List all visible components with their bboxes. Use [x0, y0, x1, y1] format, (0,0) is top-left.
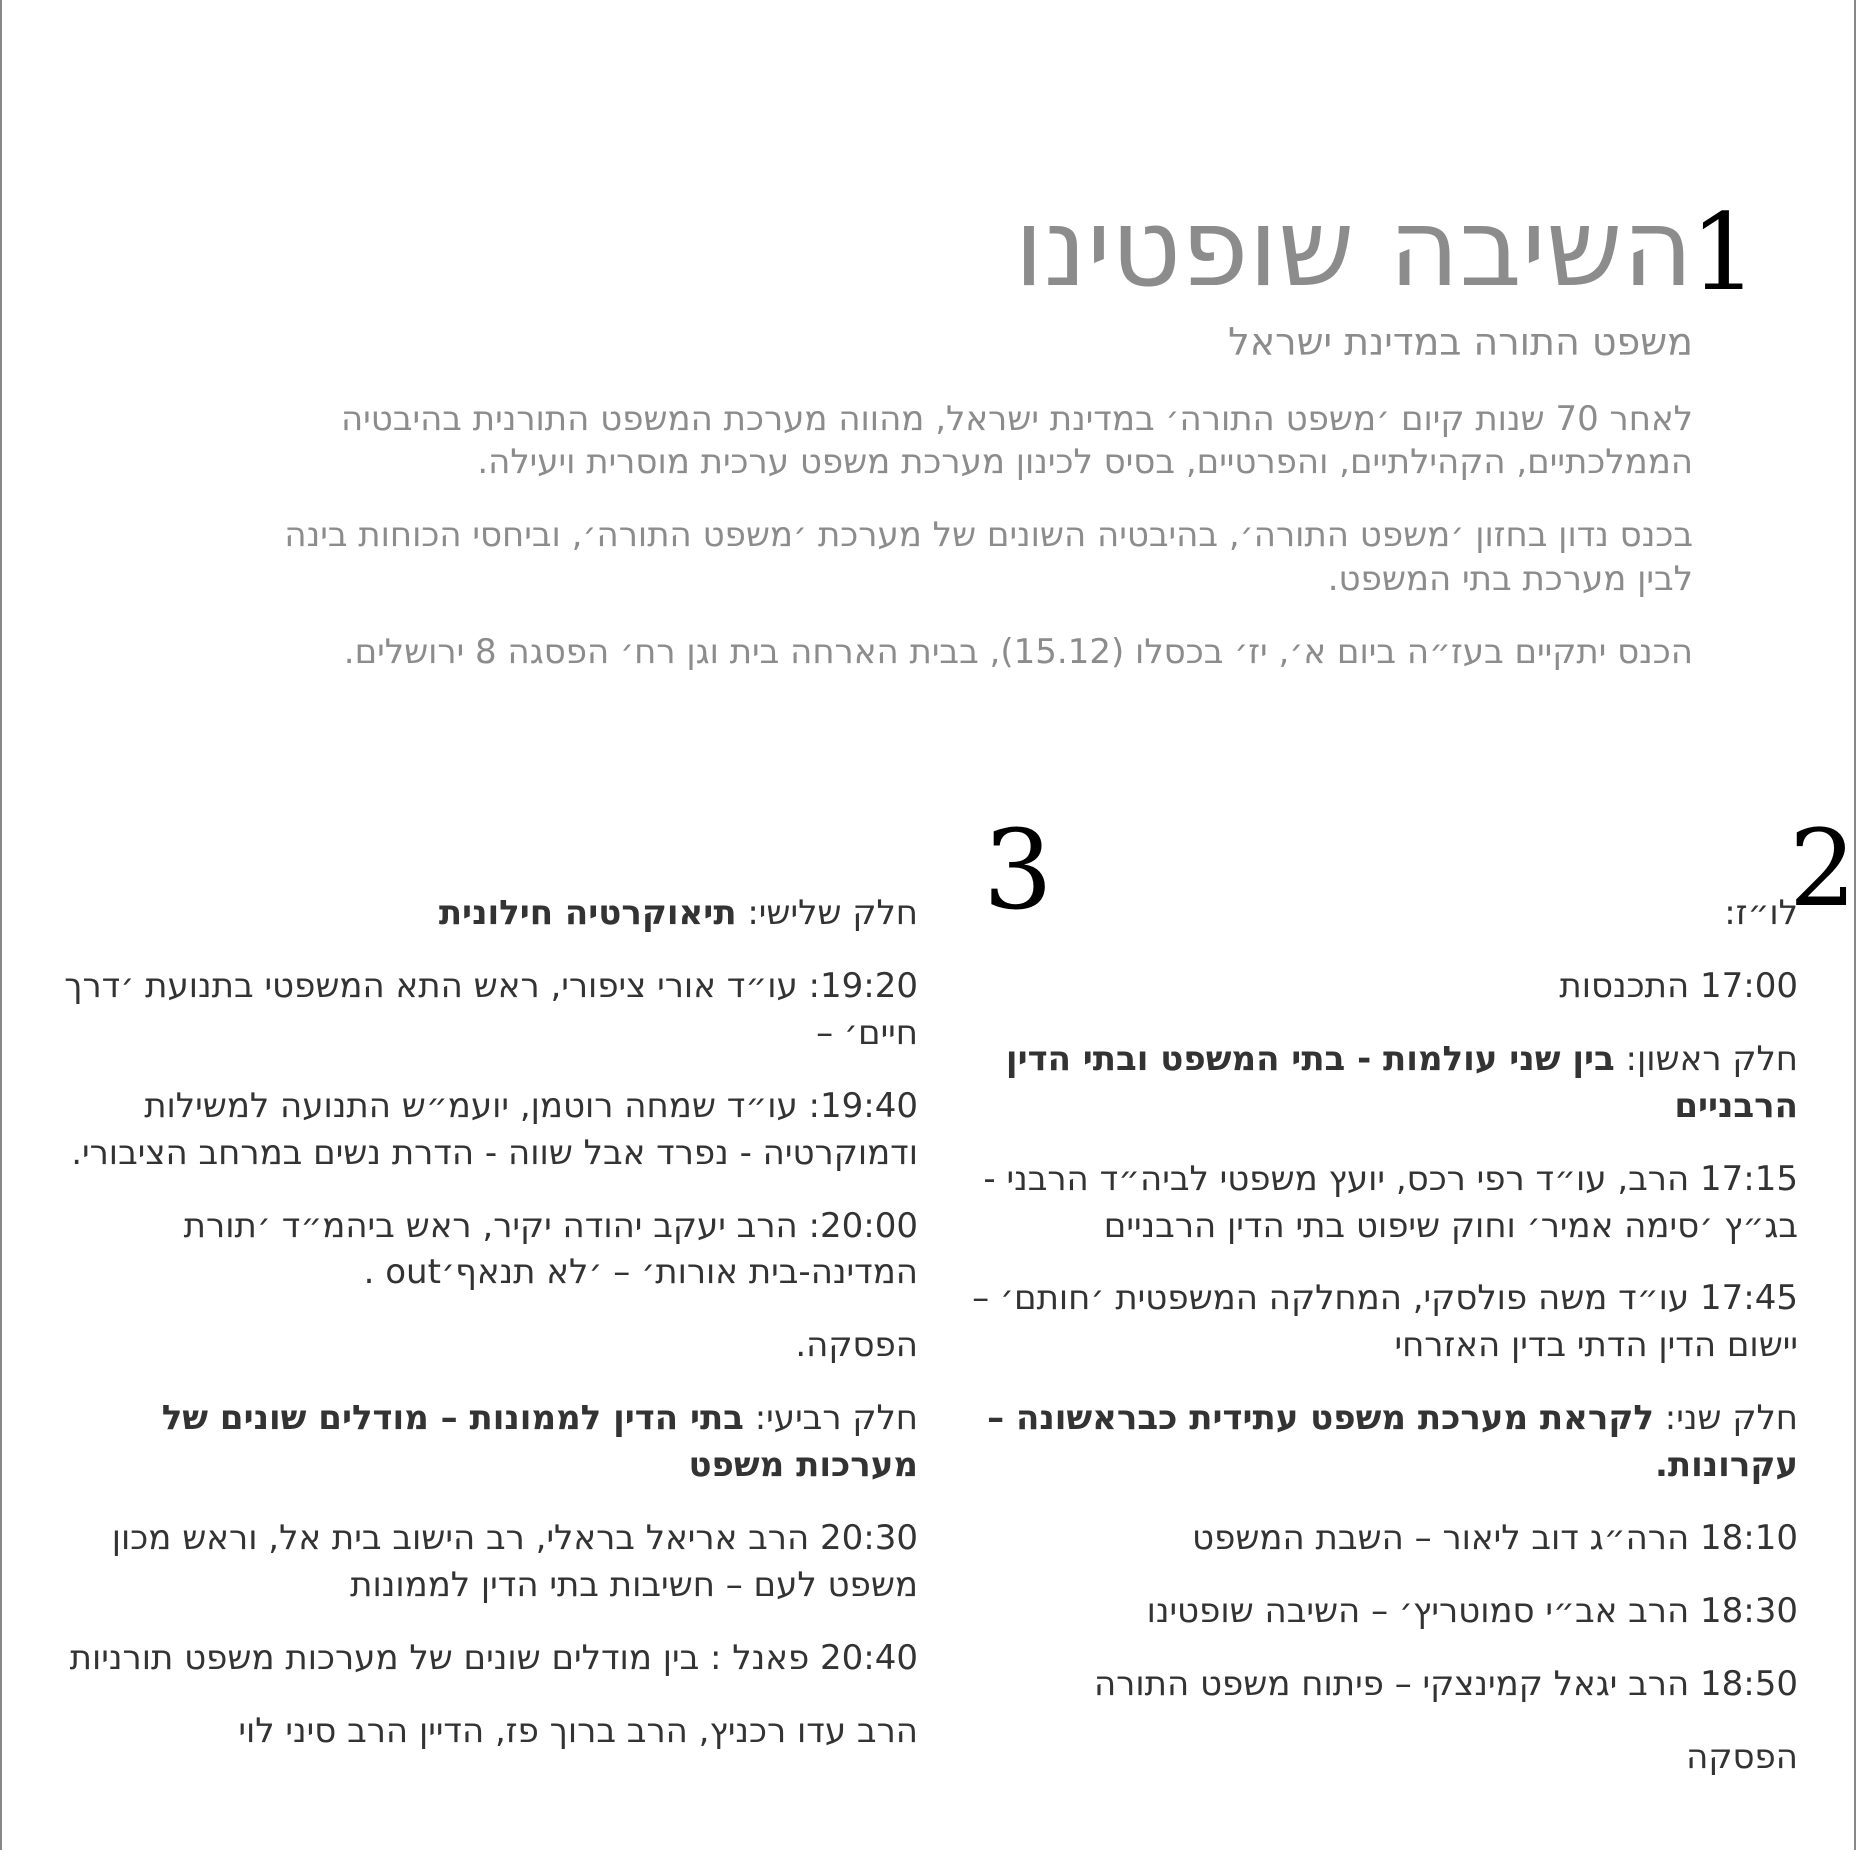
part-prefix: חלק שני: — [1653, 1398, 1798, 1439]
schedule-item: 18:10 הרה״ג דוב ליאור – השבת המשפט — [1192, 1518, 1798, 1559]
schedule-item: 17:00 התכנסות — [1559, 965, 1798, 1006]
schedule-item: 17:45 עו״ד משה פולסקי, המחלקה המשפטית ׳חותם׳ – יישום הדין הדתי בדין האזרחי — [972, 1278, 1798, 1366]
intro-section — [233, 398, 1693, 704]
schedule-item: 19:20: עו״ד אורי ציפורי, ראש התא המשפטי בתנועת ׳דרך חיים׳ – — [64, 965, 918, 1053]
break-label: הפסקה — [1686, 1736, 1798, 1777]
part-prefix: חלק ראשון: — [1614, 1038, 1798, 1079]
part-title: בתי הדין לממונות – מודלים שונים של מערכות משפט — [161, 1398, 918, 1486]
page-subtitle: משפט התורה במדינת ישראל — [1228, 320, 1693, 364]
schedule-item: 18:30 הרב אב״י סמוטריץ׳ – השיבה שופטינו — [1146, 1590, 1798, 1631]
section-number-3: 3 — [983, 806, 1053, 934]
part-title: תיאוקרטיה חילונית — [438, 893, 737, 933]
schedule-column-right — [953, 890, 1798, 1807]
schedule-item: 20:00: הרב יעקב יהודה יקיר, ראש ביהמ״ד ׳תורת המדינה-בית אורות׳ – ׳לא תנאף׳out . — [183, 1205, 918, 1293]
intro-paragraph: הכנס יתקיים בעז״ה ביום א׳, יז׳ בכסלו (15.12), בבית הארחה בית וגן רח׳ הפסגה 8 ירושלים. — [343, 631, 1693, 672]
part-heading — [953, 1036, 1798, 1130]
schedule-heading: לו״ז: — [1724, 893, 1798, 933]
part-heading — [58, 890, 918, 937]
schedule-item: 17:15 הרב, עו״ד רפי רכס, יועץ משפטי לביה״ד הרבני - בג״ץ ׳סימה אמיר׳ וחוק שיפוט בתי הדין הרבניים — [983, 1158, 1798, 1246]
part-title: בין שני עולמות - בתי המשפט ובתי הדין הרבניים — [1005, 1038, 1798, 1126]
part-title: לקראת מערכת משפט עתידית כבראשונה – עקרונות. — [987, 1398, 1798, 1486]
part-prefix: חלק רביעי: — [743, 1398, 918, 1439]
schedule-item: 20:40 פאנל : בין מודלים שונים של מערכות משפט תורניות — [69, 1637, 918, 1678]
break-label: הפסקה. — [795, 1325, 918, 1366]
schedule-column-left — [58, 890, 918, 1781]
schedule-item: 20:30 הרב אריאל בראלי, רב הישוב בית אל, וראש מכון משפט לעם – חשיבות בתי הדין לממונות — [111, 1518, 918, 1605]
page-title: השיבה שופטינו — [1014, 186, 1693, 311]
schedule-item: 18:50 הרב יגאל קמינצקי – פיתוח משפט התורה — [1093, 1663, 1798, 1704]
part-prefix: חלק שלישי: — [736, 893, 918, 933]
section-number-1: 1 — [1690, 191, 1758, 314]
part-heading — [953, 1395, 1798, 1489]
panel-participants: הרב עדו רכניץ, הרב ברוך פז, הדיין הרב סיני לוי — [238, 1710, 918, 1751]
section-number-2: 2 — [1789, 807, 1857, 930]
intro-paragraph: בכנס נדון בחזון ׳משפט התורה׳, בהיבטיה השונים של מערכת ׳משפט התורה׳, וביחסי הכוחות בינה לבין מערכת בתי המשפט. — [284, 515, 1693, 599]
schedule-item: 19:40: עו״ד שמחה רוטמן, יועמ״ש התנועה למשילות ודמוקרטיה - נפרד אבל שווה - הדרת נשים במרחב הציבורי. — [71, 1085, 918, 1173]
part-heading — [58, 1395, 918, 1489]
intro-paragraph: לאחר 70 שנות קיום ׳משפט התורה׳ במדינת ישראל, מהווה מערכת המשפט התורנית בהיבטיה הממלכתיים, הקהילתיים, והפרטיים, בסיס לכינון מערכת משפט ערכית מוסרית ויעילה. — [340, 399, 1693, 483]
